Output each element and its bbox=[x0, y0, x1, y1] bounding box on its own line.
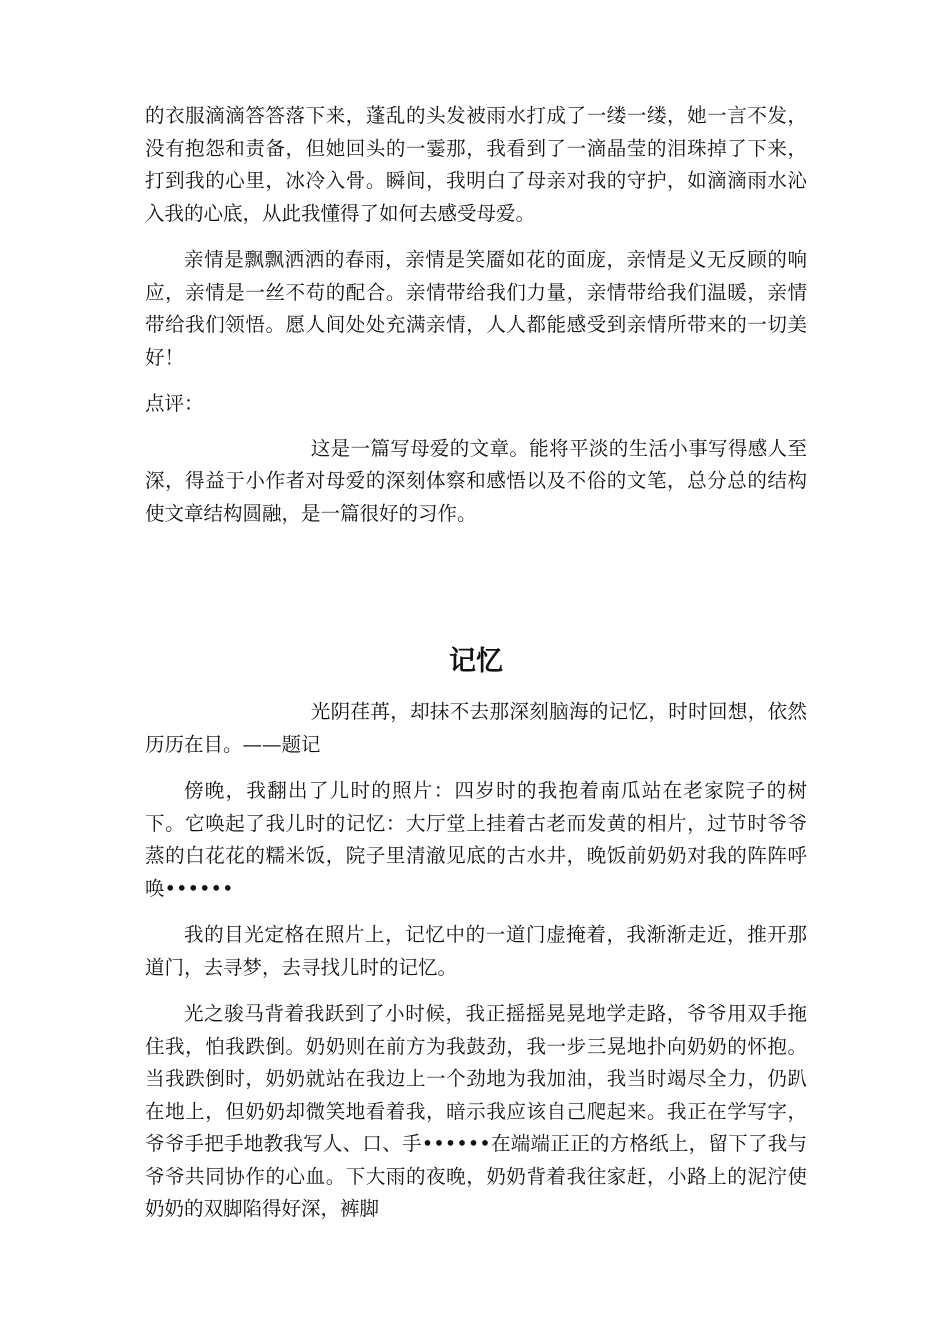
essay1-conclusion: 亲情是飘飘洒洒的春雨，亲情是笑靥如花的面庞，亲情是义无反顾的响应，亲情是一丝不苟的配合。亲情带给我们力量，亲情带给我们温暖，亲情带给我们领悟。愿人间处处充满亲情，人人都能感受到亲情所带来的一切美好！ bbox=[145, 248, 807, 369]
comment-label: 点评： bbox=[145, 392, 204, 415]
essay1-paragraph-end: 的衣服滴滴答答落下来，蓬乱的头发被雨水打成了一缕一缕，她一言不发，没有抱怨和责备，但她回头的一霎那，我看到了一滴晶莹的泪珠掉了下来，打到我的心里，冰冷入骨。瞬间，我明白了母亲对我的守护，如滴滴雨水沁入我的心底，从此我懂得了如何去感受母爱。 bbox=[145, 104, 807, 225]
document-page bbox=[145, 100, 807, 1240]
section-gap bbox=[145, 544, 807, 642]
essay2-paragraph-3: 光之骏马背着我跃到了小时候，我正摇摇晃晃地学走路，爷爷用双手拖住我，怕我跌倒。奶奶则在前方为我鼓劲，我一步三晃地扑向奶奶的怀抱。当我跌倒时，奶奶就站在我边上一个劲地为我加油，我当时竭尽全力，仍趴在地上，但奶奶却微笑地看着我，暗示我应该自己爬起来。我正在学写字，爷爷手把手地教我写人、口、手••••••在端端正正的方格纸上，留下了我与爷爷共同协作的心血。下大雨的夜晚，奶奶背着我往家赶，小路上的泥泞使奶奶的双脚陷得好深，裤脚 bbox=[145, 1002, 807, 1220]
essay2-paragraph-1: 傍晚，我翻出了儿时的照片：四岁时的我抱着南瓜站在老家院子的树下。它唤起了我儿时的记忆：大厅堂上挂着古老而发黄的相片，过节时爷爷蒸的白花花的糯米饭，院子里清澈见底的古水井，晚饭前奶奶对我的阵阵呼唤•••••• bbox=[145, 779, 807, 900]
essay2-title: 记忆 bbox=[449, 646, 503, 677]
essay2-epigraph: 光阴荏苒，却抹不去那深刻脑海的记忆，时时回想，依然历历在目。——题记 bbox=[145, 700, 807, 756]
essay2-paragraph-2: 我的目光定格在照片上，记忆中的一道门虚掩着，我渐渐走近，推开那道门，去寻梦，去寻找儿时的记忆。 bbox=[145, 923, 807, 979]
comment-text: 这是一篇写母爱的文章。能将平淡的生活小事写得感人至深，得益于小作者对母爱的深刻体察和感悟以及不俗的文笔，总分总的结构使文章结构圆融，是一篇很好的习作。 bbox=[145, 436, 807, 525]
